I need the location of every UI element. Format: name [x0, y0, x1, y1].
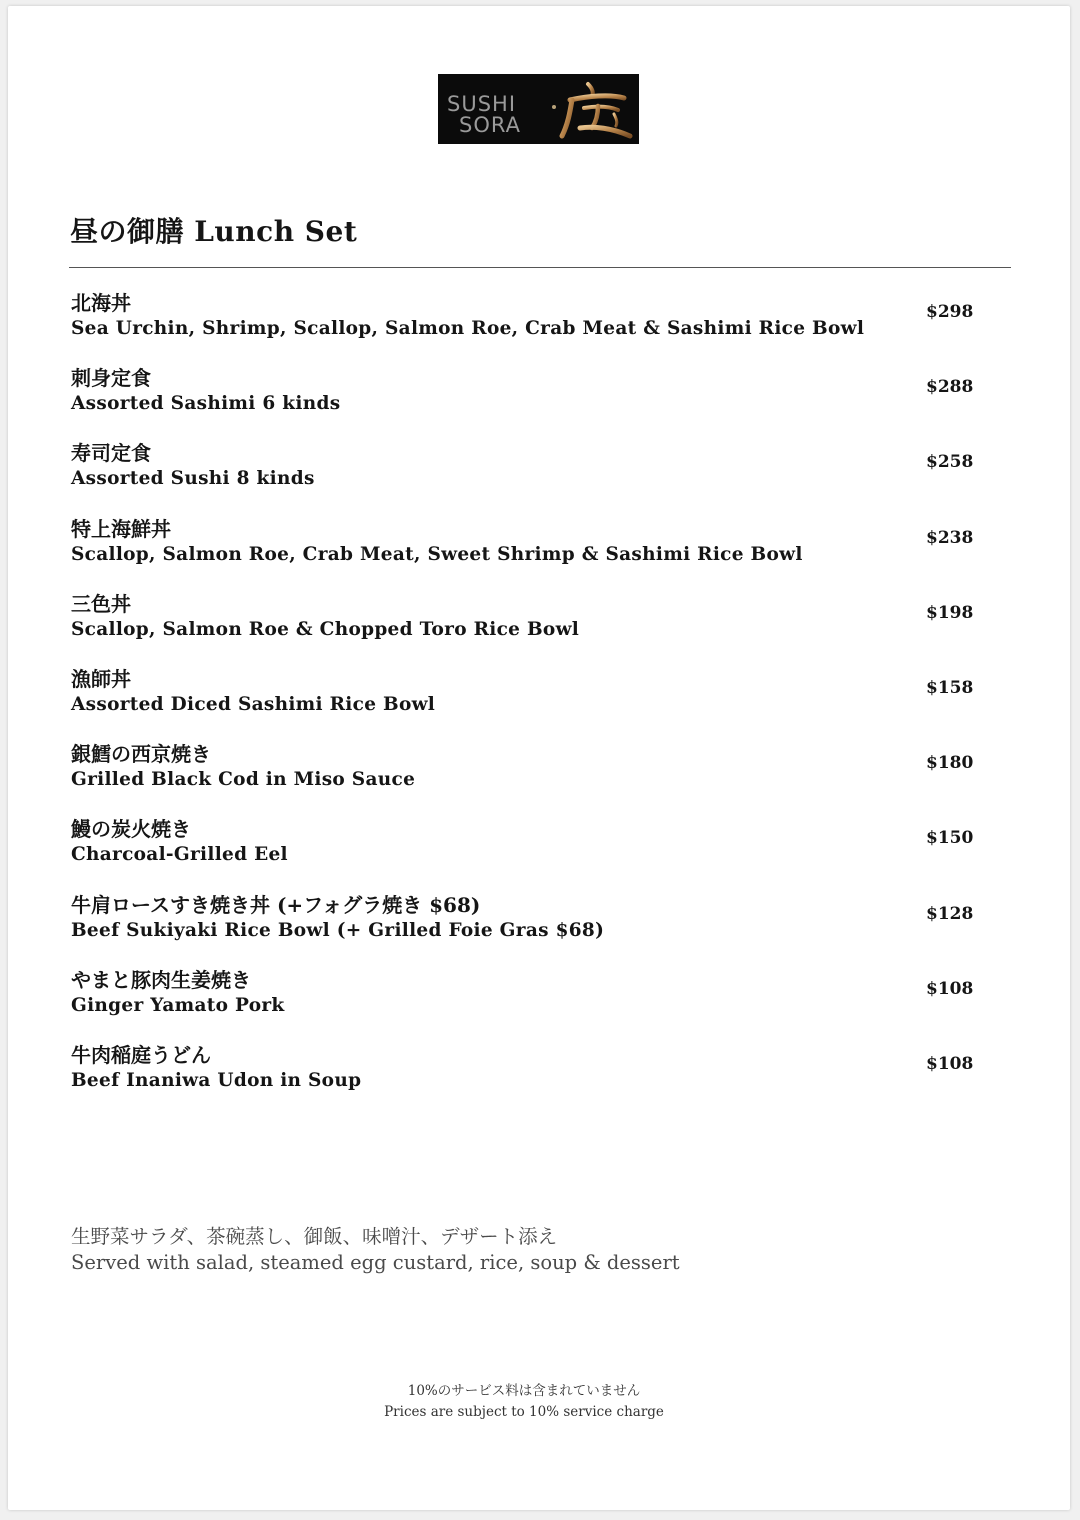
- item-price: $238: [926, 527, 974, 548]
- logo-calligraphy-mark: [558, 80, 634, 142]
- menu-title: 昼の御膳 Lunch Set: [70, 215, 358, 248]
- menu-item: [71, 440, 991, 515]
- item-name-jp: 牛肉稲庭うどん: [71, 1042, 211, 1067]
- menu-item: [71, 290, 991, 365]
- menu-item: [71, 591, 991, 666]
- item-name-en: Assorted Diced Sashimi Rice Bowl: [71, 693, 436, 715]
- item-name-en: Beef Inaniwa Udon in Soup: [71, 1069, 362, 1091]
- item-name-en: Assorted Sushi 8 kinds: [71, 468, 315, 490]
- item-price: $158: [926, 677, 974, 698]
- menu-item: [71, 741, 991, 816]
- item-name-jp: 牛肩ロースすき焼き丼 (+フォグラ焼き $68): [71, 892, 481, 917]
- menu-item: [71, 967, 991, 1042]
- restaurant-logo: [438, 74, 639, 144]
- footer-jp: 10%のサービス料は含まれていません: [407, 1383, 641, 1399]
- item-price: $198: [926, 602, 974, 623]
- title-divider: [69, 267, 1011, 268]
- item-name-en: Scallop, Salmon Roe, Crab Meat, Sweet Shrimp & Sashimi Rice Bowl: [71, 543, 803, 565]
- item-price: $108: [926, 1053, 974, 1074]
- item-price: $288: [926, 377, 974, 398]
- menu-item: [71, 516, 991, 591]
- note-en: Served with salad, steamed egg custard, rice, soup & dessert: [71, 1251, 680, 1274]
- item-name-en: Scallop, Salmon Roe & Chopped Toro Rice Bowl: [71, 618, 580, 640]
- logo-wordmark: [447, 94, 521, 136]
- item-price: $258: [926, 452, 974, 473]
- item-name-jp: 三色丼: [71, 591, 131, 616]
- menu-item: [71, 892, 991, 967]
- item-name-jp: 刺身定食: [71, 366, 151, 391]
- menu-item: [71, 1042, 991, 1117]
- item-name-jp: 漁師丼: [71, 666, 131, 691]
- item-name-en: Charcoal-Grilled Eel: [71, 844, 288, 866]
- item-name-en: Beef Sukiyaki Rice Bowl (+ Grilled Foie Gras $68): [71, 919, 605, 941]
- item-price: $150: [926, 828, 974, 849]
- item-name-jp: 特上海鮮丼: [71, 516, 171, 541]
- menu-page: [8, 6, 1070, 1510]
- item-name-en: Assorted Sashimi 6 kinds: [71, 393, 341, 415]
- footer-en: Prices are subject to 10% service charge: [384, 1404, 664, 1420]
- logo-dot: [552, 105, 556, 109]
- item-price: $298: [926, 302, 974, 322]
- item-price: $180: [926, 753, 974, 774]
- item-name-en: Sea Urchin, Shrimp, Scallop, Salmon Roe, Crab Meat & Sashimi Rice Bowl: [71, 318, 865, 339]
- note-jp: 生野菜サラダ、茶碗蒸し、御飯、味噌汁、デザート添え: [71, 1225, 558, 1248]
- item-name-jp: 寿司定食: [71, 441, 151, 466]
- item-name-jp: 北海丼: [71, 291, 131, 315]
- menu-list: [71, 290, 991, 1117]
- logo-line-1: SUSHI: [447, 92, 517, 116]
- item-price: $128: [926, 903, 974, 924]
- item-name-jp: 銀鱈の西京焼き: [71, 742, 211, 767]
- item-name-en: Ginger Yamato Pork: [71, 994, 285, 1016]
- item-name-en: Grilled Black Cod in Miso Sauce: [71, 769, 416, 791]
- item-name-jp: 鰻の炭火焼き: [71, 817, 191, 842]
- set-includes-note: [71, 1224, 680, 1276]
- service-charge-footer: [8, 1381, 1040, 1423]
- menu-item: [71, 365, 991, 440]
- item-price: $108: [926, 978, 974, 999]
- menu-item: [71, 666, 991, 741]
- menu-item: [71, 816, 991, 891]
- logo-line-2: SORA: [459, 113, 521, 137]
- item-name-jp: やまと豚肉生姜焼き: [71, 967, 251, 992]
